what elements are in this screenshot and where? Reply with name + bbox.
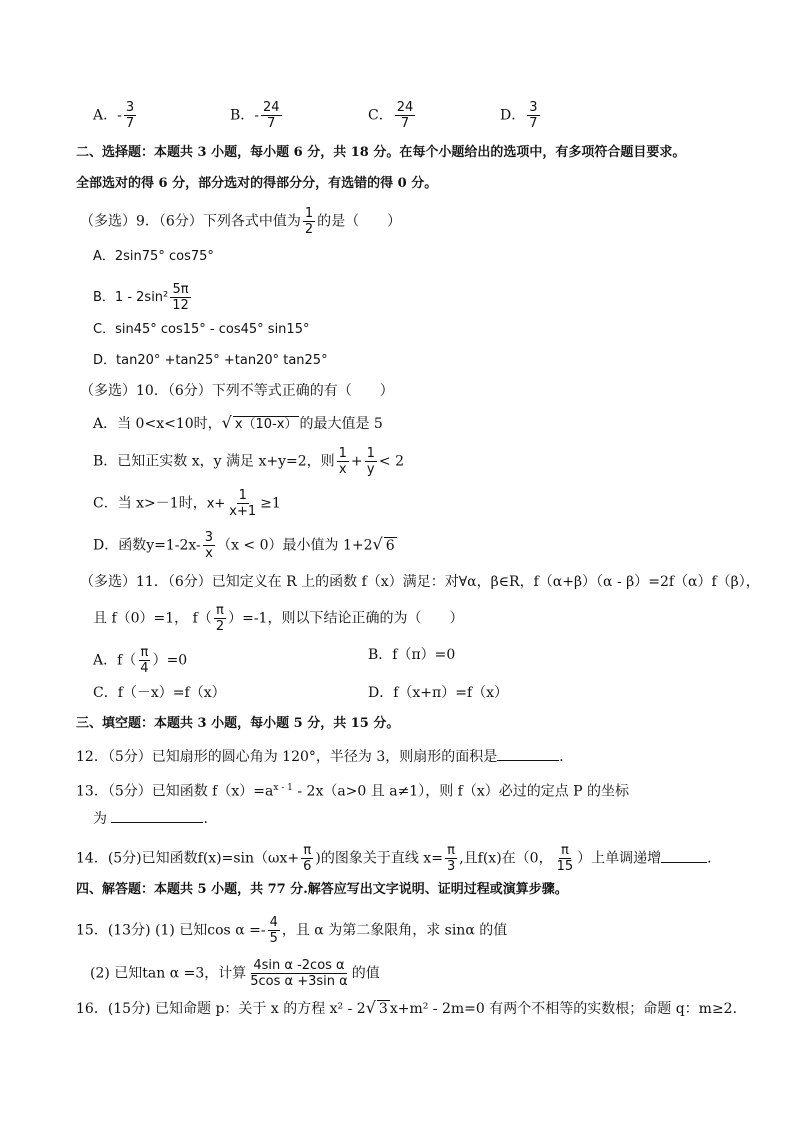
- q11-option-c: C．f（－x）=f（x）: [93, 685, 226, 701]
- q8-option-a: A．- $\frac{3}{7}$: [93, 100, 135, 131]
- q8-option-c: C． $\frac{24}{7}$: [368, 100, 414, 131]
- section2-heading: 二、选择题：本题共 3 小题，每小题 6 分，共 18 分。在每个小题给出的选项中，有多项符合题目要求。: [76, 145, 686, 160]
- q13-line1: 13．（5分）已知函数 $f(x)=a^{x - 1} - 2x(a>0$ 且 a≠1），则 f（x）必过的定点 P 的坐标: [76, 783, 630, 800]
- q11-option-a: A．f（ $\frac{\pi}{4}$ ）=0: [93, 645, 188, 676]
- q11-stem-line2: 且 f（0）=1， f（ $\frac{\pi}{2}$ ）=-1，则以下结论正确的为（ ）: [93, 603, 464, 634]
- q15-part1: 15．(13分) (1) 已知cos α =- $\frac{4}{5}$ ，且 α 为第二象限角，求 sinα 的值: [76, 915, 508, 946]
- q9-option-a: A．2sin75° cos75°: [93, 249, 214, 264]
- q14: 14．(5分)已知函数f(x)=sin（ωx+ $\frac{\pi}{6}$ )的图象关于直线 x= $\frac{\pi}{3}$ ,且f(x)在（0， $\frac{\pi}{15}$ ）上单调递增 ．: [76, 843, 722, 874]
- q10-option-a: A．当 0<x<10时，√ x（10-x） 的最大值是 5: [93, 413, 383, 432]
- q16: 16．(15分) 已知命题 p：关于 x 的方程 x² - 2√ 3 x+m² - 2m=0 有两个不相等的实数根；命题 q：m≥2.: [76, 998, 738, 1017]
- q11-option-d: D．f（x+π）=f（x）: [368, 685, 509, 701]
- q15-part2: (2) 已知tan α =3，计算 $\frac{\text{4sin α -2cos α}}{\text{5cos α +3sin α}}$ 的值: [90, 958, 380, 989]
- section2-instruction: 全部选对的得 6 分，部分选对的得部分分，有选错的得 0 分。: [76, 176, 438, 191]
- section4-heading: 四、解答题：本题共 5 小题，共 77 分.解答应写出文字说明、证明过程或演算步骤。: [76, 882, 568, 897]
- q10-stem: （多选）10．（6分）下列不等式正确的有（ ）: [80, 383, 394, 399]
- q12: 12．（5分）已知扇形的圆心角为 120°，半径为 3，则扇形的面积是 ．: [76, 746, 573, 767]
- q13-line2: 为 ．: [93, 808, 217, 829]
- q10-option-c: C．当 x>－1时，x+ $\frac{1}{x+1}$ ≥1: [93, 488, 281, 519]
- q11-stem-line1: （多选）11．（6分）已知定义在 R 上的函数 f（x）满足：对∀α，β∈R，f（α+β）（α - β）=2f（α）f（β），: [80, 574, 760, 590]
- q8-option-d: D． $\frac{3}{7}$: [500, 100, 538, 131]
- q9-option-b: B．1 - 2sin² $\frac{5\pi}{12}$: [93, 282, 189, 313]
- section3-heading: 三、填空题：本题共 3 小题，每小题 5 分，共 15 分。: [76, 716, 400, 731]
- q8-option-b: B．- $\frac{24}{7}$: [230, 100, 280, 131]
- q12-answer-blank: [497, 746, 559, 761]
- q13-answer-blank: [111, 808, 203, 823]
- q10-option-b: B．已知正实数 x，y 满足 x+y=2，则 $\frac{1}{x}$ + $\frac{1}{y}$ < 2: [93, 446, 405, 477]
- q14-answer-blank: [661, 848, 707, 863]
- q11-option-b: B．f（π）=0: [368, 647, 456, 663]
- q10-option-d: D．函数y=1-2x- $\frac{3}{x}$ （x < 0）最小值为 1+2√ 6: [93, 530, 395, 561]
- q9-option-d: D．tan20° +tan25° +tan20° tan25°: [93, 353, 328, 368]
- q9-option-c: C．sin45° cos15° - cos45° sin15°: [93, 322, 310, 337]
- q9-stem: （多选）9．（6分）下列各式中值为 $\frac{1}{2}$ 的是（ ）: [80, 206, 402, 237]
